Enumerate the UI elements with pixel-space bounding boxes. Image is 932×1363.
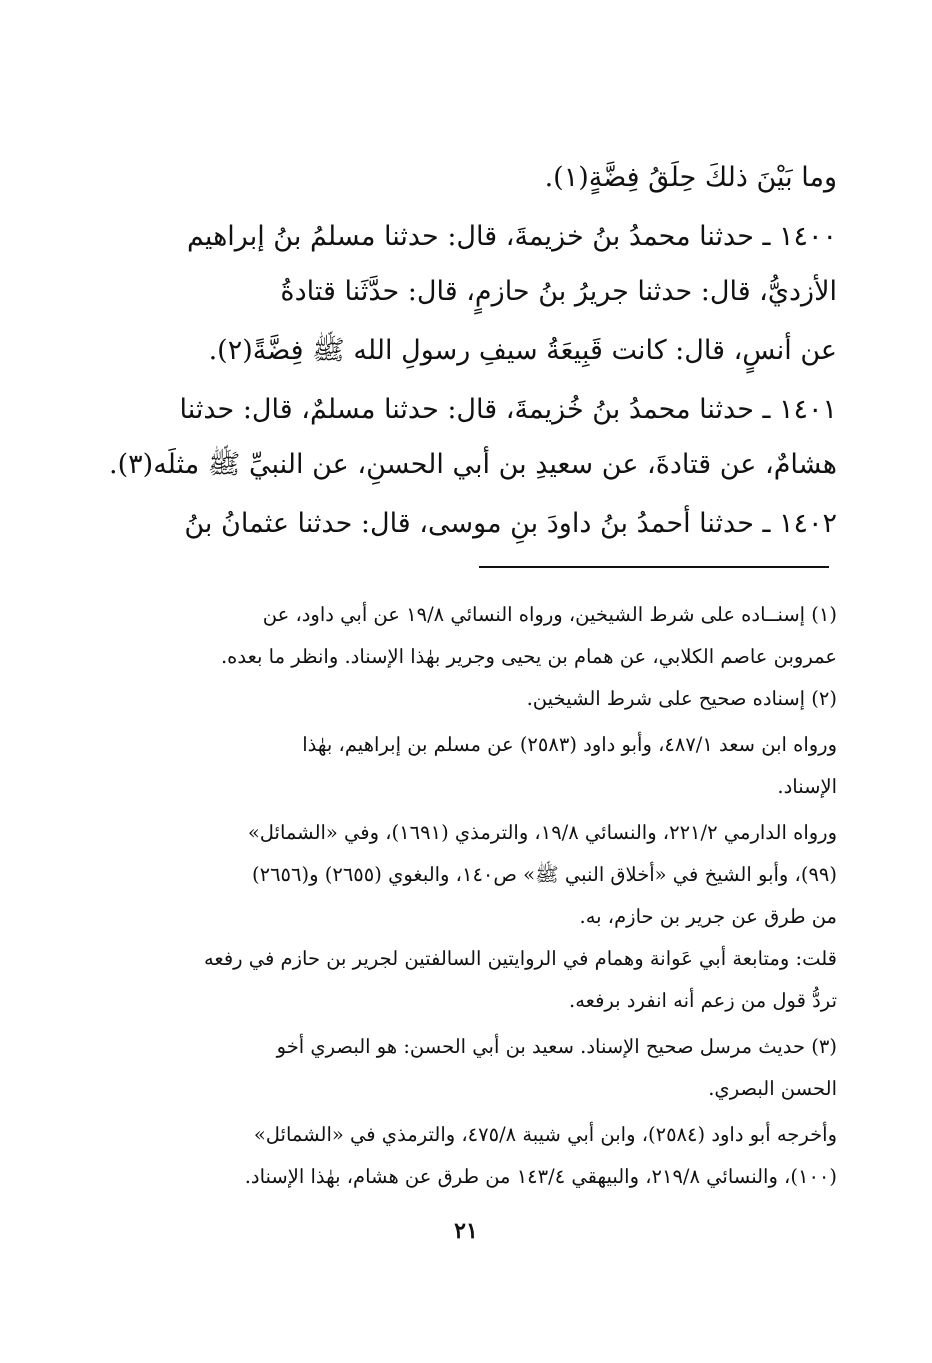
- hadith-1401-line: ١٤٠١ ـ حدثنا محمدُ بنُ خُزيمةَ، قال: حدثنا مسلمٌ، قال: حدثنا: [179, 394, 837, 425]
- main-line: عن أنسٍ، قال: كانت قَبِيعَةُ سيفِ رسولِ الله ﷺ فِضَّةً(٢).: [208, 335, 837, 366]
- footnote-line: الإسناد.: [777, 775, 837, 798]
- main-line: الأزديُّ، قال: حدثنا جريرُ بنُ حازمٍ، قال: حدَّثَنا قتادةُ: [280, 276, 837, 307]
- footnote-line: ورواه الدارمي ٢٢١/٢، والنسائي ١٩/٨، والترمذي (١٦٩١)، وفي «الشمائل»: [247, 821, 837, 844]
- hadith-1400-line: ١٤٠٠ ـ حدثنا محمدُ بنُ خزيمةَ، قال: حدثنا مسلمُ بنُ إبراهيم: [186, 221, 837, 252]
- footnote-line: قلت: ومتابعة أبي عَوانة وهمام في الروايتين السالفتين لجرير بن حازم في رفعه: [203, 947, 837, 970]
- hadith-1402-line: ١٤٠٢ ـ حدثنا أحمدُ بنُ داودَ بنِ موسى، قال: حدثنا عثمانُ بنُ: [184, 508, 837, 539]
- footnote-line: (١٠٠)، والنسائي ٢١٩/٨، والبيهقي ١٤٣/٤ من طرق عن هشام، بهٰذا الإسناد.: [244, 1165, 837, 1188]
- footnote-line: من طرق عن جرير بن حازم، به.: [579, 905, 837, 928]
- footnote-line: عمروبن عاصم الكلابي، عن همام بن يحيى وجرير بهٰذا الإسناد. وانظر ما بعده.: [220, 645, 837, 668]
- main-line: وما بَيْنَ ذلكَ حِلَقُ فِضَّةٍ(١).: [544, 162, 837, 193]
- footnote-line: (٩٩)، وأبو الشيخ في «أخلاق النبي ﷺ» ص١٤٠، والبغوي (٢٦٥٥) و(٢٦٥٦): [252, 863, 837, 886]
- footnote-separator: [479, 566, 829, 568]
- footnote-line: الحسن البصري.: [708, 1077, 837, 1100]
- footnote-line: ورواه ابن سعد ٤٨٧/١، وأبو داود (٢٥٨٣) عن مسلم بن إبراهيم، بهٰذا: [302, 733, 837, 756]
- footnote-line: وأخرجه أبو داود (٢٥٨٤)، وابن أبي شيبة ٤٧٥/٨، والترمذي في «الشمائل»: [253, 1123, 837, 1146]
- footnote-2-line: (٢) إسناده صحيح على شرط الشيخين.: [526, 687, 837, 710]
- footnote-line: تردُّ قول من زعم أنه انفرد برفعه.: [569, 989, 837, 1012]
- page-number: ٢١: [454, 1218, 478, 1244]
- footnotes: [95, 594, 837, 1198]
- main-text: [95, 150, 837, 551]
- footnote-3-line: (٣) حديث مرسل صحيح الإسناد. سعيد بن أبي الحسن: هو البصري أخو: [276, 1035, 837, 1058]
- footnote-1-line: (١) إسنــاده على شرط الشيخين، ورواه النسائي ١٩/٨ عن أبي داود، عن: [262, 603, 837, 626]
- main-line: هشامٌ، عن قتادةَ، عن سعيدِ بن أبي الحسنِ، عن النبيِّ ﷺ مثلَه(٣).: [109, 449, 837, 480]
